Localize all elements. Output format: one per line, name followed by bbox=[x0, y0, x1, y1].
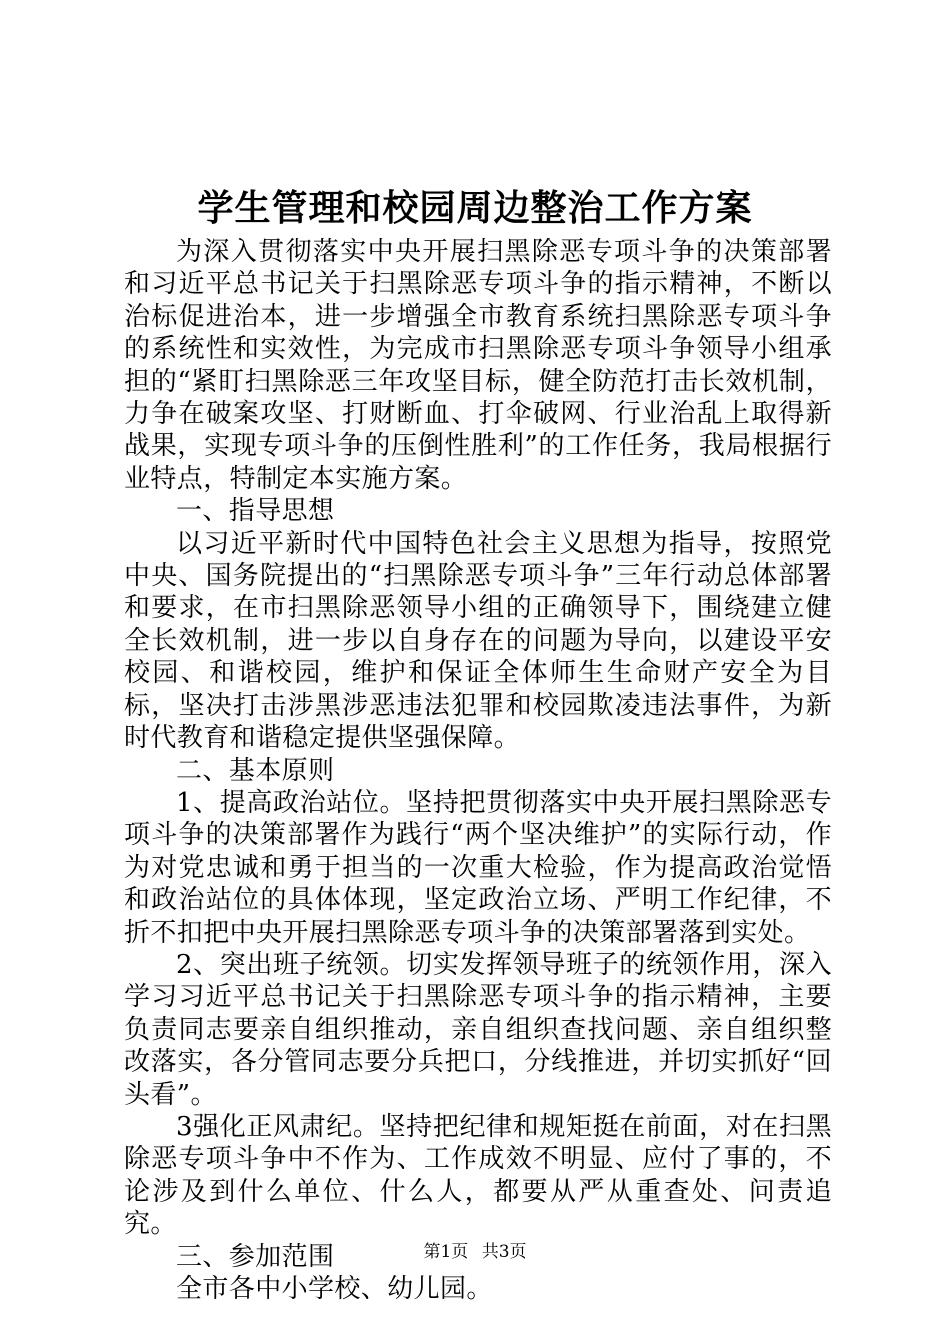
document-body bbox=[124, 236, 832, 1305]
section-heading-guiding-thought: 一、指导思想 bbox=[176, 496, 335, 527]
principle-1-paragraph: 1、提高政治站位。坚持把贯彻落实中央开展扫黑除恶专项斗争的决策部署作为践行“两个坚决维护”的实际行动，作为对党忠诚和勇于担当的一次重大检验，作为提高政治觉悟和政治站位的具体体现，坚定政治立场、严明工作纪律，不折不扣把中央开展扫黑除恶专项斗争的决策部署落到实处。 bbox=[124, 787, 832, 948]
page-number: 第1页 bbox=[423, 1242, 469, 1262]
principle-3-paragraph: 3强化正风肃纪。坚持把纪律和规矩挺在前面，对在扫黑除恶专项斗争中不作为、工作成效不明显、应付了事的，不论涉及到什么单位、什么人，都要从严从重查处、问责追究。 bbox=[124, 1111, 832, 1240]
section-heading-basic-principles: 二、基本原则 bbox=[176, 755, 335, 786]
page-footer bbox=[0, 1240, 950, 1264]
scope-paragraph: 全市各中小学校、幼儿园。 bbox=[176, 1274, 493, 1304]
guiding-thought-paragraph: 以习近平新时代中国特色社会主义思想为指导，按照党中央、国务院提出的“扫黑除恶专项斗争”三年行动总体部署和要求，在市扫黑除恶领导小组的正确领导下，围绕建立健全长效机制，进一步以自身存在的问题为导向，以建设平安校园、和谐校园，维护和保证全体师生生命财产安全为目标，坚决打击涉黑涉恶违法犯罪和校园欺凌违法事件，为新时代教育和谐稳定提供坚强保障。 bbox=[124, 528, 832, 754]
document-title: 学生管理和校园周边整治工作方案 bbox=[197, 187, 753, 229]
page-total: 共3页 bbox=[481, 1242, 527, 1262]
section-heading-scope: 三、参加范围 bbox=[176, 1241, 335, 1272]
intro-paragraph: 为深入贯彻落实中央开展扫黑除恶专项斗争的决策部署和习近平总书记关于扫黑除恶专项斗争的指示精神，不断以治标促进治本，进一步增强全市教育系统扫黑除恶专项斗争的系统性和实效性，为完成市扫黑除恶专项斗争领导小组承担的“紧盯扫黑除恶三年攻坚目标，健全防范打击长效机制，力争在破案攻坚、打财断血、打伞破网、行业治乱上取得新战果，实现专项斗争的压倒性胜利”的工作任务，我局根据行业特点，特制定本实施方案。 bbox=[124, 237, 832, 494]
principle-2-paragraph: 2、突出班子统领。切实发挥领导班子的统领作用，深入学习习近平总书记关于扫黑除恶专项斗争的指示精神，主要负责同志要亲自组织推动，亲自组织查找问题、亲自组织整改落实，各分管同志要分兵把口，分线推进，并切实抓好“回头看”。 bbox=[124, 949, 832, 1110]
